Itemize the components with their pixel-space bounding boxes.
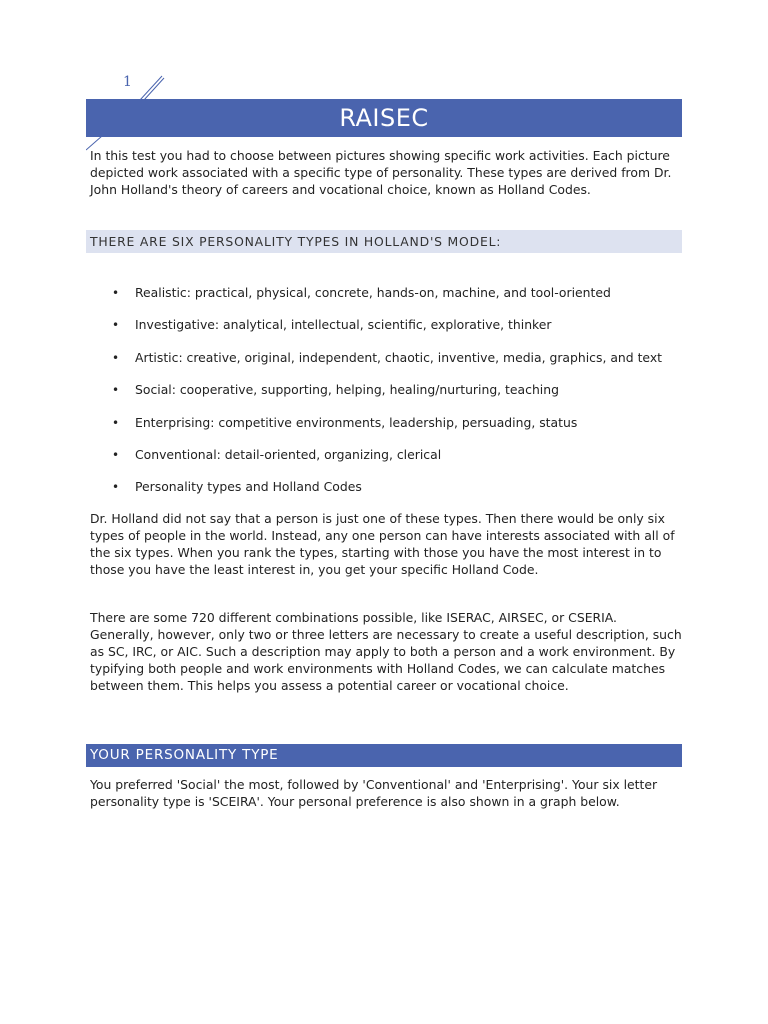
types-section-heading: THERE ARE SIX PERSONALITY TYPES IN HOLLAND'S MODEL: [86, 230, 682, 253]
list-item: • Conventional: detail-oriented, organizing, clerical [112, 446, 442, 462]
bullet-icon: • [112, 286, 120, 300]
personality-types-list [90, 284, 684, 511]
bullet-icon: • [112, 383, 120, 398]
title-banner: RAISEC [86, 99, 682, 137]
combinations-paragraph: There are some 720 different combinations possible, like ISERAC, AIRSEC, or CSERIA. Generally, however, only two or three letters are necessary to create a useful description, such as SC, IRC, or AIC. Such a description may apply to both a person and a work environment. By typifying both people and work environments with Holland Codes, we can calculate matches between them. This helps you assess a potential career or vocational choice. [90, 610, 682, 693]
holland-code-paragraph: Dr. Holland did not say that a person is just one of these types. Then there would be only six types of people in the world. Instead, any one person can have interests associated with all of the six types. When you rank the types, starting with those you have the most interest in to those you have the least interest in, you get your specific Holland Code. [90, 511, 675, 577]
your-type-section-heading: YOUR PERSONALITY TYPE [86, 744, 682, 767]
list-item: • Personality types and Holland Codes [112, 479, 362, 495]
bullet-icon: • [112, 350, 120, 365]
decorative-diagonal-lines [138, 74, 166, 102]
bullet-icon: • [112, 415, 120, 430]
intro-paragraph: In this test you had to choose between pictures showing specific work activities. Each picture depicted work associated with a specific type of personality. These types are derived from Dr. John Holland's theory of careers and vocational choice, known as Holland Codes. [90, 148, 672, 197]
bullet-icon: • [112, 480, 120, 495]
bullet-icon: • [112, 318, 120, 333]
list-item: • Artistic: creative, original, independent, chaotic, inventive, media, graphics, and text [112, 349, 663, 365]
list-item: • Investigative: analytical, intellectual, scientific, explorative, thinker [112, 317, 552, 333]
bullet-icon: • [112, 447, 120, 462]
list-item: • Enterprising: competitive environments, leadership, persuading, status [112, 414, 578, 430]
page-number: 1 [123, 74, 132, 90]
list-item: • Social: cooperative, supporting, helping, healing/nurturing, teaching [112, 382, 559, 398]
list-item: • Realistic: practical, physical, concrete, hands-on, machine, and tool-oriented [112, 285, 611, 300]
your-type-paragraph: You preferred 'Social' the most, followed by 'Conventional' and 'Enterprising'. Your six letter personality type is 'SCEIRA'. Your personal preference is also shown in a graph below. [90, 777, 658, 809]
